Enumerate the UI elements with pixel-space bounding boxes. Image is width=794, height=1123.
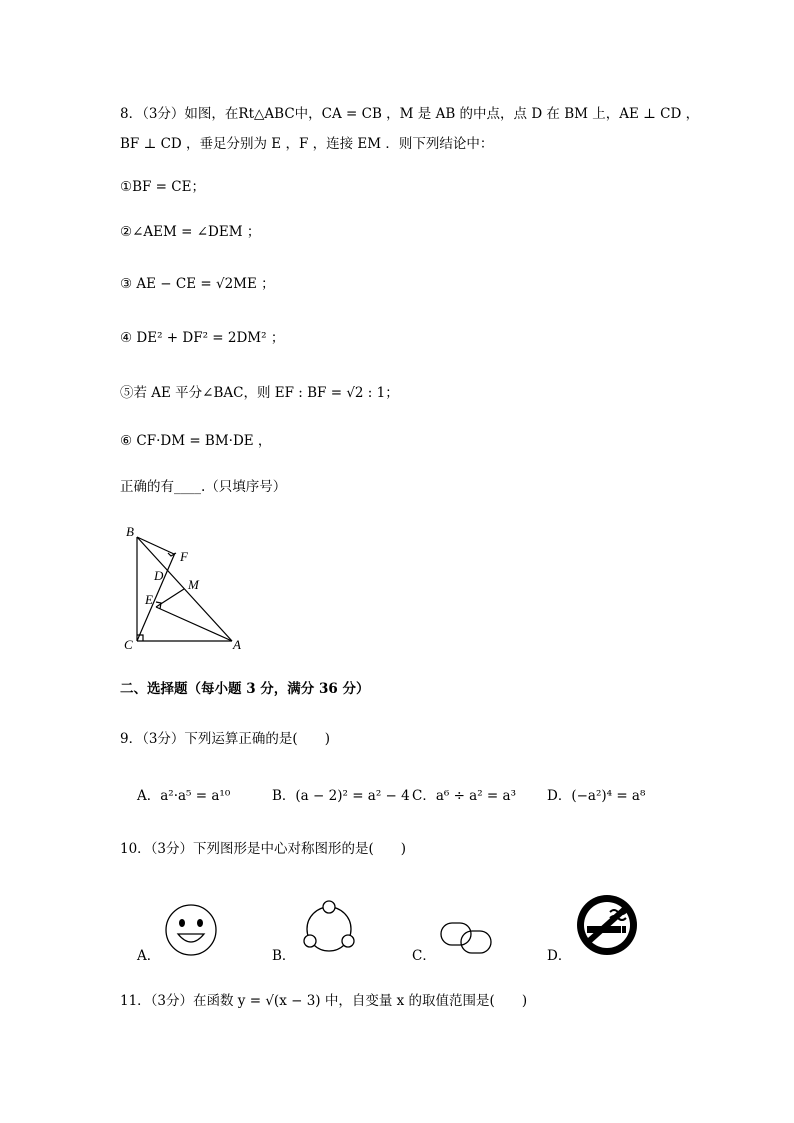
label-D: D (154, 568, 164, 583)
section-heading: 二、选择题（每小题 3 分，满分 36 分） (120, 681, 370, 697)
q8-statement-1: ①BF = CE； (120, 179, 205, 195)
q10-option-b-label[interactable]: B． (272, 948, 296, 964)
label-E: E (145, 592, 153, 607)
q10-option-a-label[interactable]: A． (137, 948, 161, 964)
q8-triangle-figure (110, 518, 260, 658)
q8-statement-3: ③ AE − CE = √2ME ； (120, 276, 275, 292)
label-C: C (124, 637, 133, 652)
q11-stem: 11．（3分）在函数 y = √(x − 3) 中，自变量 x 的取值范围是( ) (120, 993, 528, 1009)
q8-statement-4: ④ DE² + DF² = 2DM² ； (120, 330, 285, 346)
smiley-face-icon (163, 902, 219, 958)
q8-line1: 8．（3分）如图，在Rt△ABC中，CA = CB ，M 是 AB 的中点，点 D 在 BM 上，AE ⊥ CD ， (120, 106, 700, 122)
q8-line2: BF ⊥ CD ，垂足分别为 E ，F ，连接 EM ．则下列结论中： (120, 136, 494, 152)
label-F: F (180, 549, 188, 564)
q8-answer-prompt: 正确的有____.（只填序号） (120, 479, 287, 495)
q9-option-d[interactable]: D．(−a²)⁴ = a⁸ (547, 788, 646, 804)
q8-statement-6: ⑥ CF·DM = BM·DE ， (120, 433, 272, 449)
q9-option-a[interactable]: A．a²·a⁵ = a¹⁰ (137, 788, 231, 804)
no-smoking-icon (574, 892, 640, 958)
q8-statement-2: ②∠AEM = ∠DEM ； (120, 224, 261, 240)
q10-option-c-label[interactable]: C． (412, 948, 436, 964)
three-circles-icon (297, 897, 361, 957)
q9-option-c[interactable]: C．a⁶ ÷ a² = a³ (412, 788, 516, 804)
q9-stem: 9．（3分）下列运算正确的是( ) (120, 731, 330, 747)
q8-statement-5: ⑤若 AE 平分∠BAC，则 EF : BF = √2 : 1； (120, 385, 399, 401)
q10-option-d-label[interactable]: D． (547, 948, 572, 964)
chain-links-icon (438, 918, 496, 958)
label-B: B (126, 524, 134, 539)
q9-option-b[interactable]: B．(a − 2)² = a² − 4 (272, 788, 410, 804)
label-A: A (233, 637, 241, 652)
label-M: M (188, 577, 199, 592)
q10-stem: 10．（3分）下列图形是中心对称图形的是( ) (120, 841, 407, 857)
